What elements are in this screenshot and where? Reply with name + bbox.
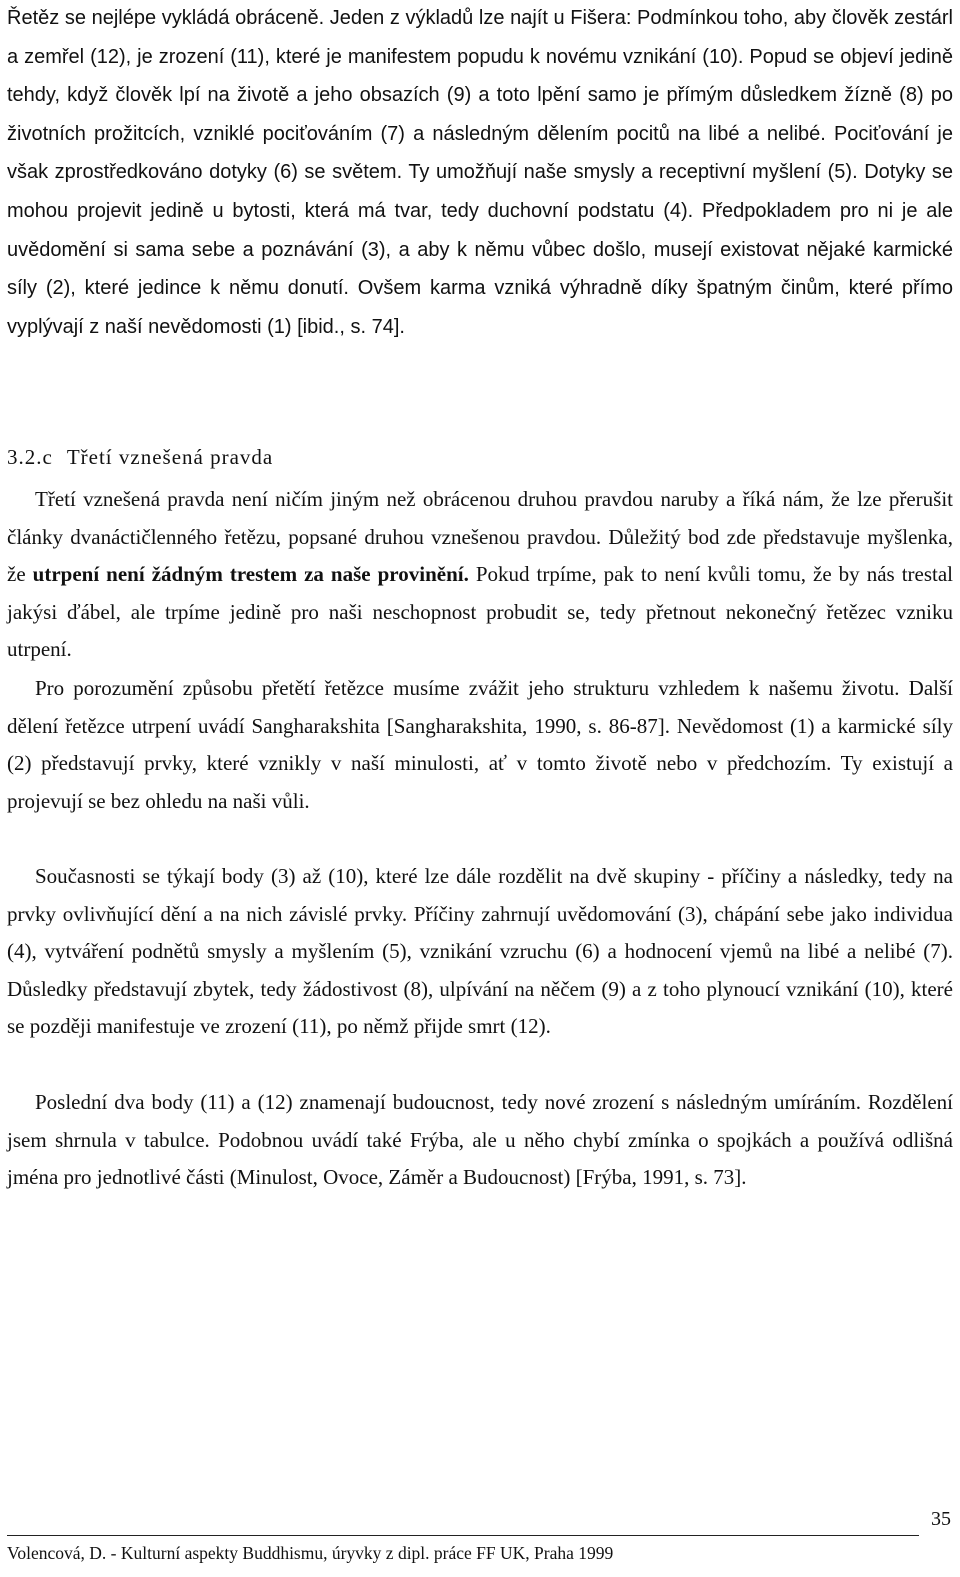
paragraph-intro-chain-text: Řetěz se nejlépe vykládá obráceně. Jeden z výkladů lze najít u Fišera: Podmínkou toho, aby člověk zestárl a zemřel (12), je zrození (11), které je manifestem popudu k novému vznikání (10). Popud se objeví jedině tehdy, když člověk lpí na životě a jeho obsazích (9) a toto lpění samo je přímým důsledkem žízně (8) po životních prožitcích, vzniklé pociťováním (7) a následným dělením pocitů na libé a nelibé. Pociťování je však zprostředkováno dotyky (6) se světem. Ty umožňují naše smysly a receptivní myšlení (5). Dotyky se mohou projevit jedině u bytosti, která má tvar, tedy duchovní podstatu (4). Předpokladem pro ni je ale uvědomění si sama sebe a poznávání (3), a aby k němu vůbec došlo, musejí existovat nějaké karmické síly (2), které jedince k němu donutí. Ovšem karma vzniká výhradně díky špatným činům, které přímo vyplývají z naší nevědomosti (1) [ibid., s. 74]. xyxy=(7,7,953,338)
paragraph-chain-structure-text: Pro porozumění způsobu přetětí řetězce musíme zvážit jeho strukturu vzhledem k našemu životu. Další dělení řetězce utrpení uvádí Sangharakshita [Sangharakshita, 1990, s. 86-87]. Nevědomost (1) a karmické síly (2) představují prvky, které vznikly v naší minulosti, ať v tomto životě nebo v předchozím. Ty existují a projevují se bez ohledu na naši vůli. xyxy=(7,676,953,813)
footer-divider xyxy=(7,1535,919,1536)
paragraph-chain-structure xyxy=(7,670,953,820)
section-title: Třetí vznešená pravda xyxy=(66,445,274,469)
document-page xyxy=(7,0,953,1577)
paragraph-present-causes xyxy=(7,858,953,1046)
section-heading xyxy=(7,439,273,477)
paragraph-third-truth-emphasis: utrpení není žádným trestem za naše provinění. xyxy=(32,562,469,587)
footer-citation: Volencová, D. - Kulturní aspekty Buddhismu, úryvky z dipl. práce FF UK, Praha 1999 xyxy=(7,1543,614,1563)
page-number: 35 xyxy=(931,1508,951,1530)
paragraph-third-truth xyxy=(7,481,953,669)
paragraph-third-truth-text-b: Pokud trpíme, pak to není kvůli tomu, že by nás trestal jakýsi ďábel, ale trpíme jedině pro naši neschopnost probudit se, tedy přetnout nekonečný řetězec vzniku utrpení. xyxy=(7,562,954,662)
section-number: 3.2.c xyxy=(7,445,53,469)
paragraph-future-text: Poslední dva body (11) a (12) znamenají budoucnost, tedy nové zrození s následným umíráním. Rozdělení jsem shrnula v tabulce. Podobnou uvádí také Frýba, ale u něho chybí zmínka o spojkách a používá odlišná jména pro jednotlivé části (Minulost, Ovoce, Záměr a Budoucnost) [Frýba, 1991, s. 73]. xyxy=(7,1090,953,1190)
paragraph-third-truth-text-a: Třetí vznešená pravda není ničím jiným než obrácenou druhou pravdou naruby a říká nám, že lze přerušit články dvanáctičlenného řetězu, popsané druhou vznešenou pravdou. Důležitý bod zde představuje myšlenka, že xyxy=(7,487,953,587)
paragraph-present-causes-text: Současnosti se týkají body (3) až (10), které lze dále rozdělit na dvě skupiny - příčiny a následky, tedy na prvky ovlivňující dění a na nich závislé prvky. Příčiny zahrnují uvědomování (3), chápání sebe jako individua (4), vytváření podnětů smysly a myšlením (5), vznikání vzruchu (6) a hodnocení vjemů na libé a nelibé (7). Důsledky představují zbytek, tedy žádostivost (8), ulpívání na něčem (9) a z toho plynoucí vznikání (10), které se později manifestuje ve zrození (11), po němž přijde smrt (12). xyxy=(7,864,953,1039)
paragraph-intro-chain xyxy=(7,0,953,346)
paragraph-future xyxy=(7,1084,953,1197)
